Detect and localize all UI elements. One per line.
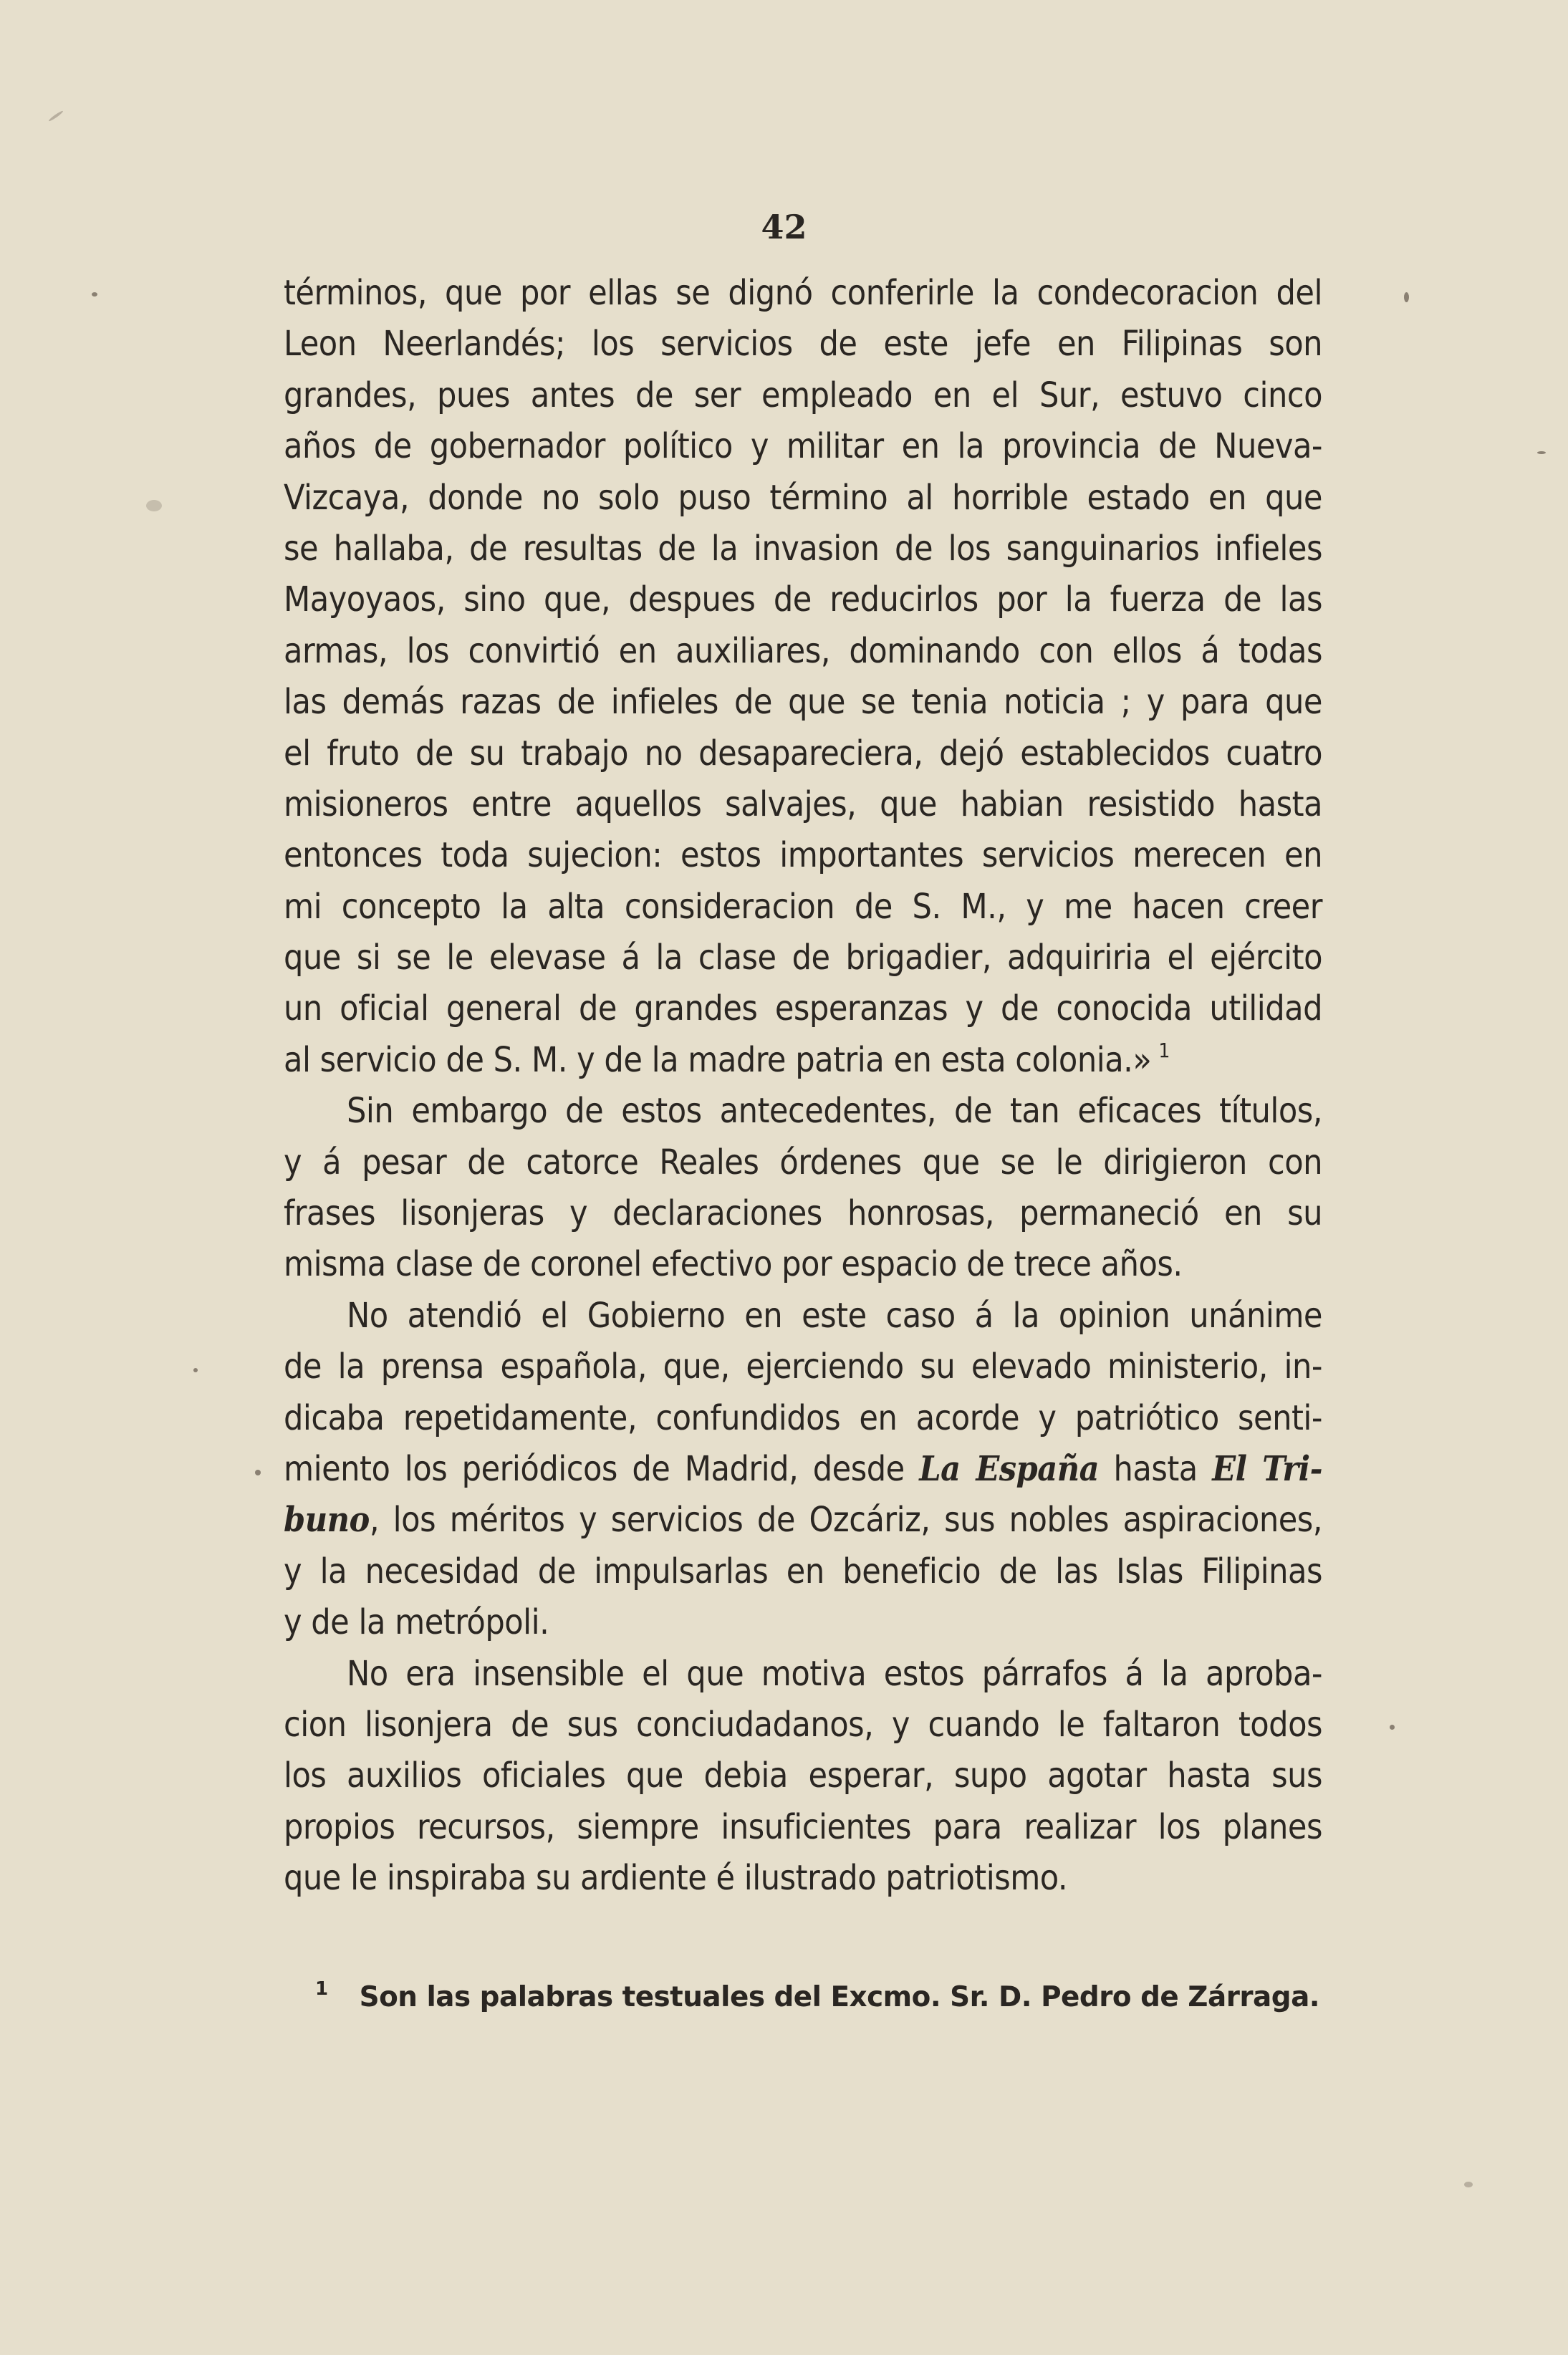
text-line: armas, los convirtió en auxiliares, dominando con ellos á todas: [284, 630, 1322, 671]
text-line: misioneros entre aquellos salvajes, que habian resistido hasta: [284, 784, 1322, 824]
text-line: y la necesidad de impulsarlas en beneficio de las Islas Filipinas: [284, 1551, 1322, 1591]
paper-speck: [1404, 292, 1409, 302]
text-line: [284, 1444, 1322, 1495]
text-line: se hallaba, de resultas de la invasion de los sanguinarios infieles: [284, 528, 1322, 569]
text-line: que le inspiraba su ardiente é ilustrado patriotismo.: [284, 1858, 1068, 1899]
text-line: dicaba repetidamente, confundidos en acorde y patriótico senti-: [284, 1397, 1322, 1438]
text-line: [284, 1495, 1322, 1546]
text-line: propios recursos, siempre insuficientes para realizar los planes: [284, 1806, 1322, 1847]
paper-speck: [1390, 1725, 1395, 1730]
text-line: que si se le elevase á la clase de brigadier, adquiriria el ejército: [284, 938, 1322, 978]
text-line: años de gobernador político y militar en la provincia de Nueva-: [284, 426, 1322, 467]
paper-speck: [255, 1470, 261, 1475]
text-line: y á pesar de catorce Reales órdenes que se le dirigieron con: [284, 1142, 1322, 1183]
text-line: [284, 1035, 1322, 1086]
text-line: mi concepto la alta consideracion de S. M., y me hacen creer: [284, 886, 1322, 927]
text-line: Sin embargo de estos antecedentes, de tan eficaces títulos,: [347, 1091, 1322, 1132]
paper-speck: [1537, 451, 1546, 454]
text-line: frases lisonjeras y declaraciones honrosas, permaneció en su: [284, 1193, 1322, 1234]
paper-speck: [48, 110, 64, 122]
text-line: términos, que por ellas se dignó conferirle la condecoracion del: [284, 273, 1322, 313]
footnote-text: Son las palabras testuales del Excmo. Sr. D. Pedro de Zárraga.: [359, 1981, 1320, 2013]
text-line: entonces toda sujecion: estos importantes servicios merecen en: [284, 835, 1322, 876]
paper-speck: [92, 292, 97, 297]
text-line: cion lisonjera de sus conciudadanos, y cuando le faltaron todos: [284, 1704, 1322, 1745]
text-line: Leon Neerlandés; los servicios de este jefe en Filipinas son: [284, 324, 1322, 365]
text-fragment: , los méritos y servicios de Ozcáriz, sus nobles aspiraciones,: [369, 1500, 1322, 1541]
text-line: Vizcaya, donde no solo puso término al horrible estado en que: [284, 477, 1322, 518]
paper-speck: [1464, 2182, 1473, 2187]
newspaper-title: El Tri-: [1212, 1448, 1323, 1489]
text-line: de la prensa española, que, ejerciendo su elevado ministerio, in-: [284, 1347, 1322, 1387]
text-line: misma clase de coronel efectivo por espacio de trece años.: [284, 1244, 1183, 1285]
newspaper-title: buno: [284, 1500, 370, 1541]
text-fragment: miento los periódicos de Madrid, desde: [284, 1448, 920, 1489]
text-line: grandes, pues antes de ser empleado en el Sur, estuvo cinco: [284, 375, 1322, 415]
page-number: 42: [761, 208, 807, 246]
text-line: Mayoyaos, sino que, despues de reducirlos por la fuerza de las: [284, 579, 1322, 620]
text-line: No atendió el Gobierno en este caso á la opinion unánime: [347, 1295, 1322, 1336]
text-line: un oficial general de grandes esperanzas y de conocida utilidad: [284, 988, 1322, 1029]
paper-speck: [193, 1368, 198, 1372]
footnote-reference: 1: [1158, 1038, 1170, 1062]
text-line: las demás razas de infieles de que se tenia noticia ; y para que: [284, 682, 1322, 723]
body-text: [284, 268, 1322, 1904]
text-line: No era insensible el que motiva estos párrafos á la aproba-: [347, 1653, 1322, 1694]
paper-speck: [146, 500, 162, 511]
text-line: los auxilios oficiales que debia esperar, supo agotar hasta sus: [284, 1756, 1322, 1796]
footnote-number: 1: [315, 1978, 328, 2000]
text-line: el fruto de su trabajo no desapareciera, dejó establecidos cuatro: [284, 733, 1322, 774]
newspaper-title: La España: [919, 1448, 1100, 1489]
text-line: y de la metrópoli.: [284, 1602, 549, 1643]
text-line-content: al servicio de S. M. y de la madre patria en esta colonia.»: [284, 1039, 1152, 1080]
footnote: [315, 1978, 1318, 2013]
text-fragment: hasta: [1099, 1448, 1213, 1489]
